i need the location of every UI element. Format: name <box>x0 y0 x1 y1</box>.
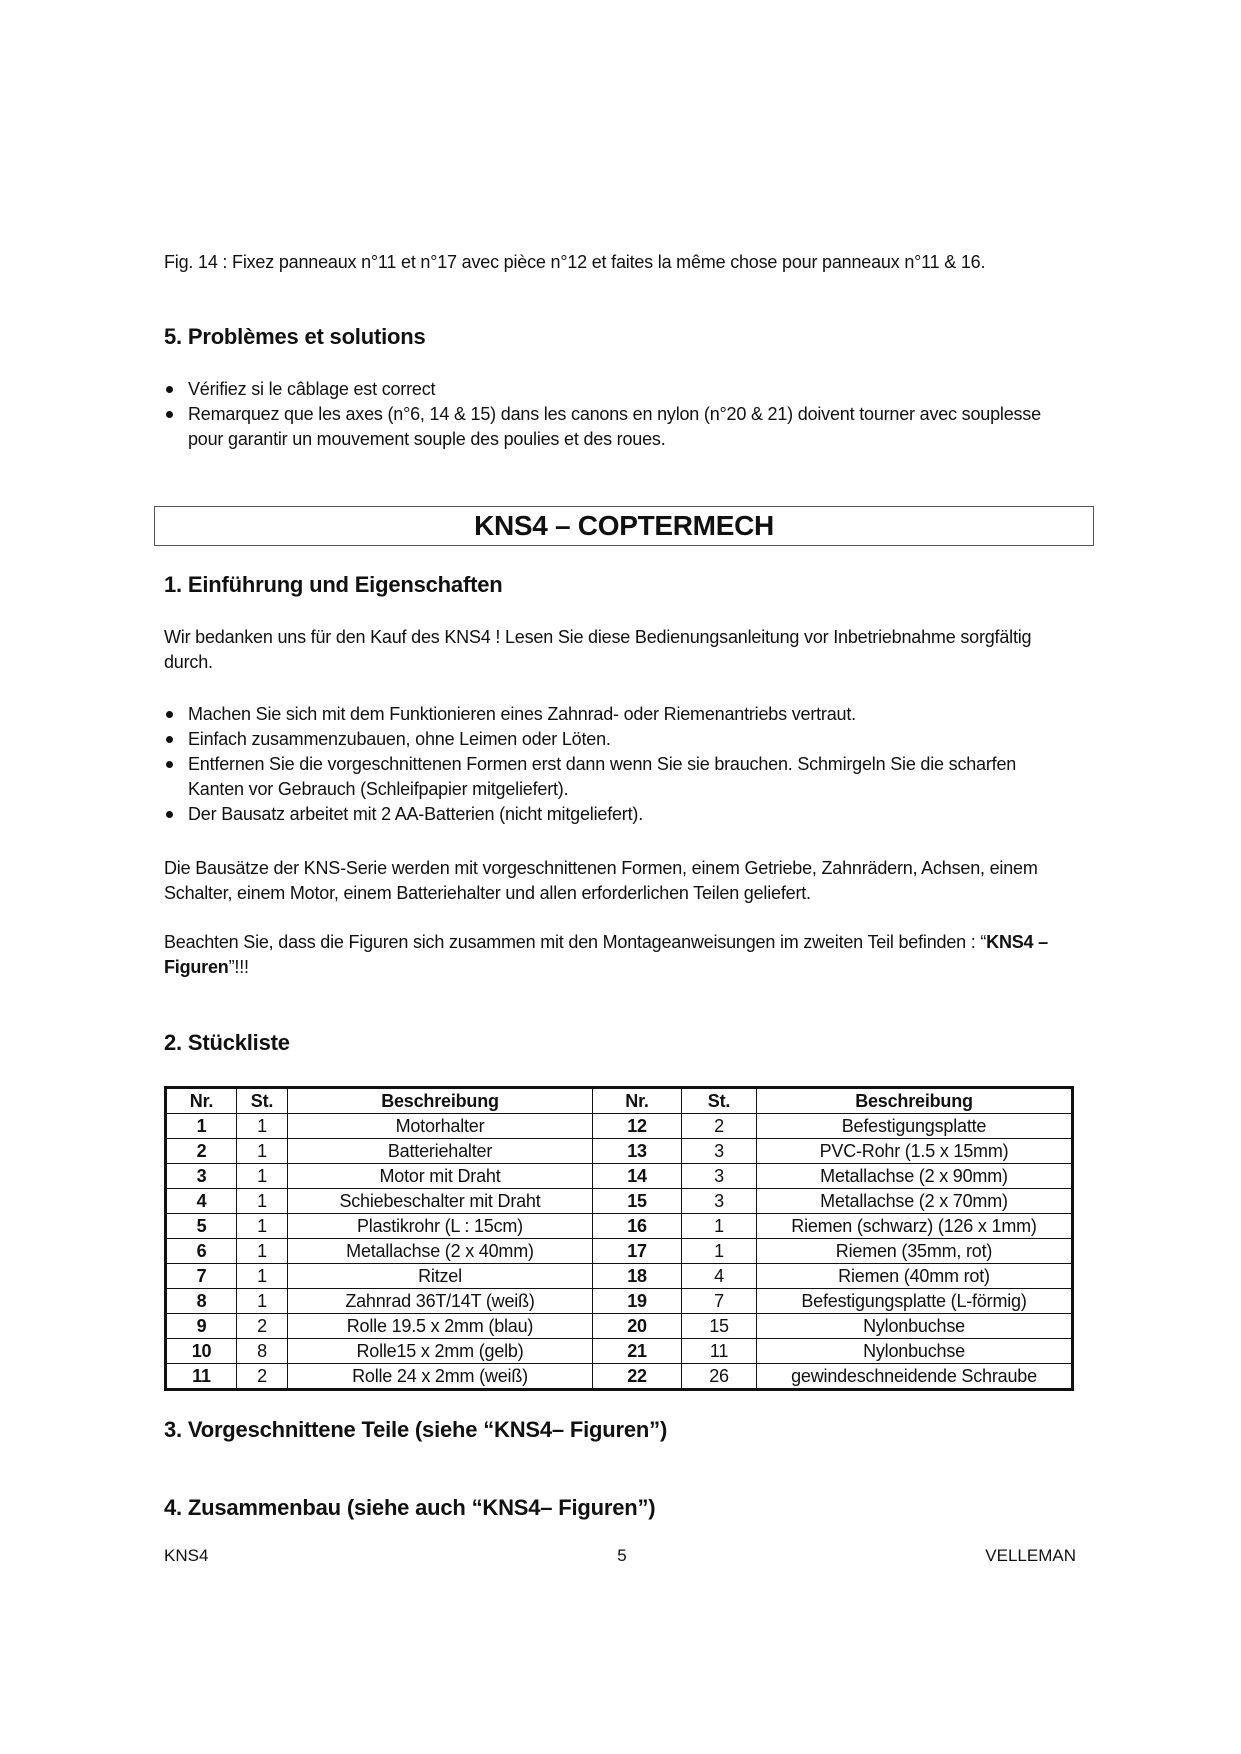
cell-nr: 17 <box>593 1239 682 1264</box>
header-beschreibung: Beschreibung <box>288 1088 593 1114</box>
header-nr: Nr. <box>593 1088 682 1114</box>
cell-beschreibung: Metallachse (2 x 70mm) <box>757 1189 1073 1214</box>
cell-nr: 10 <box>166 1339 237 1364</box>
section4-pre: 4. Zusammenbau (siehe auch “ <box>164 1495 483 1520</box>
cell-beschreibung: PVC-Rohr (1.5 x 15mm) <box>757 1139 1073 1164</box>
section3-pre: 3. Vorgeschnittene Teile (siehe “ <box>164 1417 495 1442</box>
cell-beschreibung: Rolle 24 x 2mm (weiß) <box>288 1364 593 1390</box>
cell-st: 4 <box>682 1264 757 1289</box>
intro-paragraph: Wir bedanken uns für den Kauf des KNS4 ! Lesen Sie diese Bedienungsanleitung vor Inbetriebnahme sorgfältig durch. <box>164 627 1032 672</box>
section3-post: ”) <box>649 1417 668 1442</box>
cell-st: 8 <box>237 1339 288 1364</box>
table-row <box>166 1364 1073 1390</box>
section4-bold: KNS4– Figuren <box>482 1495 638 1520</box>
cell-st: 1 <box>237 1114 288 1139</box>
cell-beschreibung: Befestigungsplatte (L-förmig) <box>757 1289 1073 1314</box>
cell-st: 1 <box>682 1214 757 1239</box>
table-row <box>166 1214 1073 1239</box>
cell-nr: 12 <box>593 1114 682 1139</box>
cell-nr: 5 <box>166 1214 237 1239</box>
cell-nr: 1 <box>166 1114 237 1139</box>
figures-note-bold: KNS4 – Figuren <box>164 932 1048 977</box>
cell-beschreibung: Rolle15 x 2mm (gelb) <box>288 1339 593 1364</box>
section3-heading <box>164 1417 667 1443</box>
cell-nr: 9 <box>166 1314 237 1339</box>
cell-beschreibung: Riemen (40mm rot) <box>757 1264 1073 1289</box>
table-row <box>166 1164 1073 1189</box>
cell-nr: 7 <box>166 1264 237 1289</box>
cell-nr: 4 <box>166 1189 237 1214</box>
cell-beschreibung: Ritzel <box>288 1264 593 1289</box>
cell-beschreibung: Zahnrad 36T/14T (weiß) <box>288 1289 593 1314</box>
intro-heading: 1. Einführung und Eigenschaften <box>164 572 503 597</box>
cell-nr: 8 <box>166 1289 237 1314</box>
section4-post: ”) <box>637 1495 656 1520</box>
cell-st: 1 <box>237 1139 288 1164</box>
parts-table <box>164 1086 1074 1391</box>
cell-beschreibung: Nylonbuchse <box>757 1314 1073 1339</box>
cell-st: 1 <box>237 1239 288 1264</box>
cell-nr: 3 <box>166 1164 237 1189</box>
cell-st: 1 <box>682 1239 757 1264</box>
table-row <box>166 1189 1073 1214</box>
header-st: St. <box>237 1088 288 1114</box>
cell-nr: 21 <box>593 1339 682 1364</box>
fig14-caption: Fig. 14 : Fixez panneaux n°11 et n°17 avec pièce n°12 et faites la même chose pour panneaux n°11 & 16. <box>164 252 986 272</box>
cell-beschreibung: gewindeschneidende Schraube <box>757 1364 1073 1390</box>
table-row <box>166 1139 1073 1164</box>
header-nr: Nr. <box>166 1088 237 1114</box>
section3-bold: KNS4– Figuren <box>494 1417 650 1442</box>
cell-beschreibung: Nylonbuchse <box>757 1339 1073 1364</box>
fr-bullet-list <box>164 377 1064 452</box>
intro-bullet-list <box>164 702 1064 827</box>
cell-st: 1 <box>237 1214 288 1239</box>
cell-st: 7 <box>682 1289 757 1314</box>
cell-beschreibung: Riemen (schwarz) (126 x 1mm) <box>757 1214 1073 1239</box>
cell-st: 2 <box>237 1364 288 1390</box>
list-item: Einfach zusammenzubauen, ohne Leimen oder Löten. <box>164 727 1064 752</box>
cell-st: 11 <box>682 1339 757 1364</box>
cell-beschreibung: Motor mit Draht <box>288 1164 593 1189</box>
cell-nr: 20 <box>593 1314 682 1339</box>
page-number: 5 <box>617 1546 627 1565</box>
cell-st: 2 <box>237 1314 288 1339</box>
list-item: Machen Sie sich mit dem Funktionieren eines Zahnrad- oder Riemenantriebs vertraut. <box>164 702 1064 727</box>
cell-nr: 22 <box>593 1364 682 1390</box>
cell-beschreibung: Motorhalter <box>288 1114 593 1139</box>
cell-st: 1 <box>237 1164 288 1189</box>
document-title: KNS4 – COPTERMECH <box>154 506 1094 546</box>
kit-paragraph: Die Bausätze der KNS-Serie werden mit vorgeschnittenen Formen, einem Getriebe, Zahnrädern, Achsen, einem Schalter, einem Motor, einem Batteriehalter und allen erforderlichen Teilen geliefert. <box>164 858 1038 903</box>
cell-st: 2 <box>682 1114 757 1139</box>
list-item: Vérifiez si le câblage est correct <box>164 377 1064 402</box>
cell-nr: 6 <box>166 1239 237 1264</box>
cell-st: 1 <box>237 1189 288 1214</box>
table-row <box>166 1264 1073 1289</box>
header-st: St. <box>682 1088 757 1114</box>
cell-beschreibung: Befestigungsplatte <box>757 1114 1073 1139</box>
cell-st: 1 <box>237 1264 288 1289</box>
table-row <box>166 1314 1073 1339</box>
figures-note-post: ”!!! <box>228 957 249 977</box>
cell-st: 1 <box>237 1289 288 1314</box>
cell-beschreibung: Riemen (35mm, rot) <box>757 1239 1073 1264</box>
cell-nr: 16 <box>593 1214 682 1239</box>
table-row <box>166 1339 1073 1364</box>
cell-beschreibung: Batteriehalter <box>288 1139 593 1164</box>
cell-st: 15 <box>682 1314 757 1339</box>
table-row <box>166 1114 1073 1139</box>
cell-nr: 13 <box>593 1139 682 1164</box>
cell-beschreibung: Plastikrohr (L : 15cm) <box>288 1214 593 1239</box>
list-item: Remarquez que les axes (n°6, 14 & 15) dans les canons en nylon (n°20 & 21) doivent tourner avec souplesse pour garantir un mouvement souple des poulies et des roues. <box>164 402 1064 452</box>
footer-right: VELLEMAN <box>985 1546 1076 1565</box>
cell-nr: 19 <box>593 1289 682 1314</box>
cell-beschreibung: Schiebeschalter mit Draht <box>288 1189 593 1214</box>
header-beschreibung: Beschreibung <box>757 1088 1073 1114</box>
list-item: Der Bausatz arbeitet mit 2 AA-Batterien (nicht mitgeliefert). <box>164 802 1064 827</box>
cell-nr: 11 <box>166 1364 237 1390</box>
cell-nr: 2 <box>166 1139 237 1164</box>
parts-heading: 2. Stückliste <box>164 1030 290 1055</box>
cell-beschreibung: Metallachse (2 x 40mm) <box>288 1239 593 1264</box>
cell-st: 3 <box>682 1139 757 1164</box>
cell-beschreibung: Rolle 19.5 x 2mm (blau) <box>288 1314 593 1339</box>
cell-nr: 14 <box>593 1164 682 1189</box>
table-row <box>166 1239 1073 1264</box>
cell-nr: 15 <box>593 1189 682 1214</box>
fr-section-heading: 5. Problèmes et solutions <box>164 324 426 349</box>
cell-st: 3 <box>682 1189 757 1214</box>
cell-nr: 18 <box>593 1264 682 1289</box>
cell-st: 26 <box>682 1364 757 1390</box>
figures-note-pre: Beachten Sie, dass die Figuren sich zusammen mit den Montageanweisungen im zweiten Teil befinden : “ <box>164 932 987 952</box>
table-header-row <box>166 1088 1073 1114</box>
table-row <box>166 1289 1073 1314</box>
figures-note <box>164 930 1064 980</box>
cell-st: 3 <box>682 1164 757 1189</box>
footer-left: KNS4 <box>164 1546 209 1565</box>
list-item: Entfernen Sie die vorgeschnittenen Formen erst dann wenn Sie sie brauchen. Schmirgeln Sie die scharfen Kanten vor Gebrauch (Schleifpapier mitgeliefert). <box>164 752 1064 802</box>
cell-beschreibung: Metallachse (2 x 90mm) <box>757 1164 1073 1189</box>
section4-heading <box>164 1495 655 1521</box>
